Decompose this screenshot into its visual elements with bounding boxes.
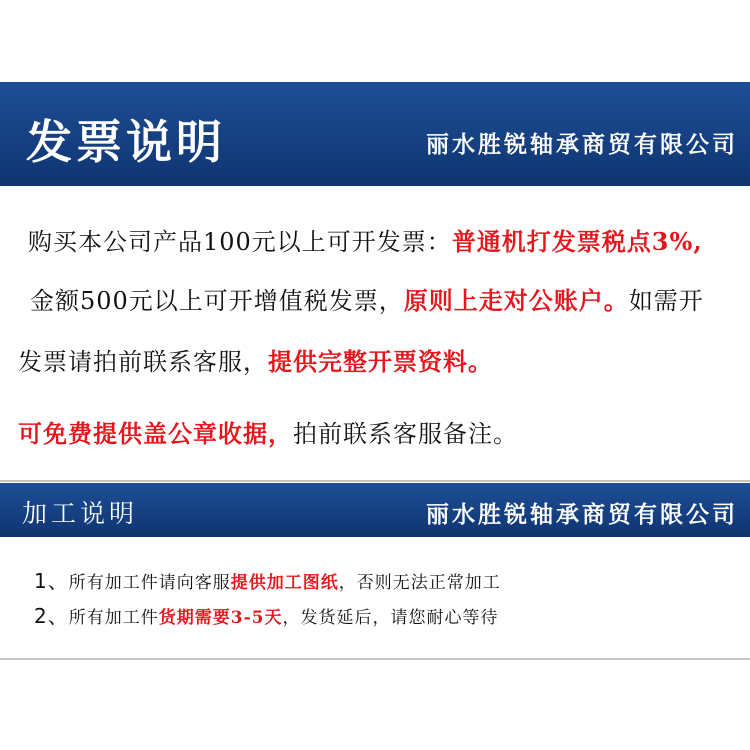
highlight-text: 原则上走对公账户。	[403, 286, 629, 315]
body-text: 金额500元以上可开增值税发票，	[30, 287, 404, 315]
invoice-line-3	[18, 342, 493, 377]
invoice-line-2	[30, 281, 704, 316]
body-text: 拍前联系客服备注。	[293, 420, 518, 448]
body-text: 所有加工件	[68, 608, 159, 628]
body-text: 如需开	[628, 287, 704, 315]
processing-header-company-name: 丽水胜锐轴承商贸有限公司	[426, 501, 738, 528]
invoice-line-4	[18, 414, 518, 449]
highlight-text: 可免费提供盖公章收据，	[18, 419, 293, 448]
body-text: ，发货延后，请您耐心等待	[282, 608, 499, 628]
processing-section-title: 加工说明	[22, 499, 139, 528]
section-divider-top	[0, 480, 750, 482]
section-divider-bottom	[0, 658, 750, 660]
processing-item-2	[34, 600, 498, 629]
body-text: 发票请拍前联系客服，	[18, 348, 268, 376]
invoice-section-title: 发票说明	[26, 115, 226, 169]
invoice-section-header	[0, 82, 750, 186]
item-number: 1、	[34, 569, 69, 593]
item-number: 2、	[34, 604, 69, 628]
body-text: 所有加工件请向客服	[68, 573, 231, 593]
invoice-header-company-name: 丽水胜锐轴承商贸有限公司	[426, 131, 738, 158]
processing-item-1	[34, 565, 501, 594]
body-text: ，否则无法正常加工	[338, 573, 501, 593]
highlight-text: 提供完整开票资料。	[268, 347, 493, 376]
highlight-text: 货期需要3-5天	[158, 608, 283, 628]
processing-section-header	[0, 483, 750, 537]
highlight-text: 提供加工图纸	[230, 573, 339, 593]
invoice-line-1	[28, 222, 703, 257]
body-text: 购买本公司产品100元以上可开发票：	[28, 228, 452, 256]
highlight-text: 普通机打发票税点3%,	[451, 227, 703, 256]
